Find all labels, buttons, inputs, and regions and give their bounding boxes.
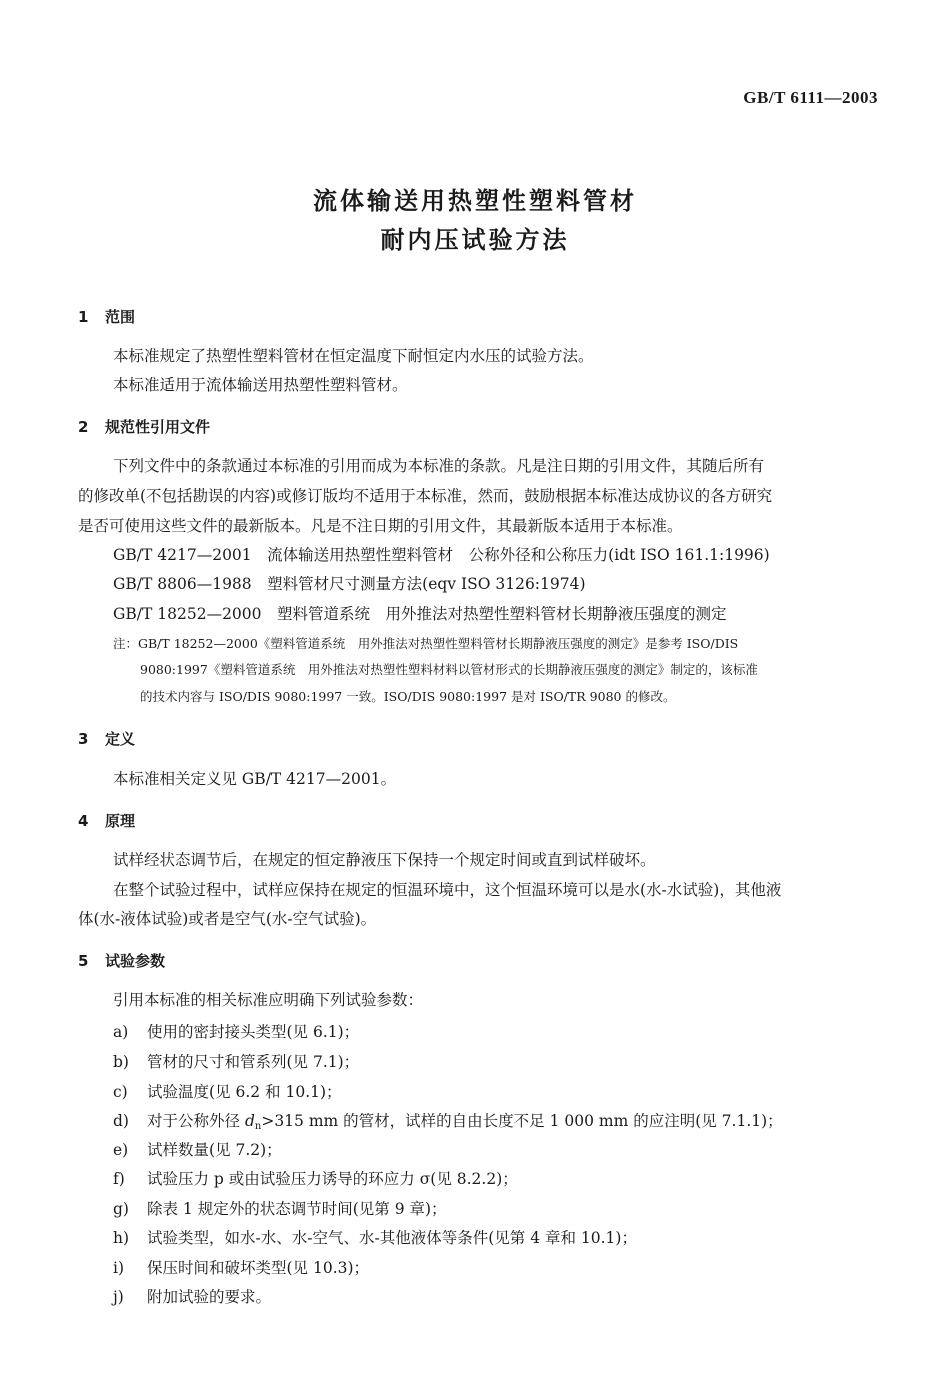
item-text: 管材的尺寸和管系列(见 7.1)； <box>147 1053 360 1071</box>
document-title-line1: 流体输送用热塑性塑料管材 <box>313 187 637 215</box>
item-label: a) <box>113 1023 129 1041</box>
section-3-heading <box>78 728 135 749</box>
test-parameter-item <box>113 1109 783 1132</box>
test-parameter-item <box>113 1285 271 1307</box>
section-number: 3 <box>78 730 89 748</box>
section-2-paragraph-line-2: 的修改单(不包括勘误的内容)或修订版均不适用于本标准，然而，鼓励根据本标准达成协议的各方研究 <box>78 487 773 505</box>
item-text: 除表 1 规定外的状态调节时间(见第 9 章)； <box>147 1200 447 1218</box>
section-4-paragraph-2-line-2: 体(水-液体试验)或者是空气(水-空气试验)。 <box>78 910 377 928</box>
section-title: 原理 <box>105 812 136 830</box>
item-label: h) <box>113 1229 130 1247</box>
section-2-heading <box>78 416 210 437</box>
item-label: b) <box>113 1053 129 1071</box>
section-number: 4 <box>78 812 89 830</box>
item-label: d) <box>113 1112 129 1130</box>
test-parameter-item <box>113 1256 369 1278</box>
section-3-paragraph: 本标准相关定义见 GB/T 4217—2001。 <box>113 770 397 788</box>
test-parameter-item <box>113 1226 637 1248</box>
section-1-paragraph-1: 本标准规定了热塑性塑料管材在恒定温度下耐恒定内水压的试验方法。 <box>113 347 594 365</box>
section-4-heading <box>78 810 135 831</box>
item-text: 试验压力 p 或由试验压力诱导的环应力 σ(见 8.2.2)； <box>147 1170 518 1188</box>
section-title: 试验参数 <box>105 952 166 970</box>
item-text-suffix: >315 mm 的管材，试样的自由长度不足 1 000 mm 的应注明(见 7.1.1)； <box>261 1112 783 1130</box>
item-text: 附加试验的要求。 <box>147 1288 272 1306</box>
item-text: 使用的密封接头类型(见 6.1)； <box>147 1023 360 1041</box>
section-number: 5 <box>78 952 89 970</box>
item-text: 试样数量(见 7.2)； <box>147 1141 282 1159</box>
normative-reference-2: GB/T 8806—1988 塑料管材尺寸测量方法(eqv ISO 3126:1974) <box>113 575 586 593</box>
section-number: 1 <box>78 308 89 326</box>
section-2-paragraph-line-3: 是否可使用这些文件的最新版本。凡是不注日期的引用文件，其最新版本适用于本标准。 <box>78 517 683 535</box>
section-1-heading <box>78 306 135 327</box>
normative-reference-1: GB/T 4217—2001 流体输送用热塑性塑料管材 公称外径和公称压力(idt ISO 161.1:1996) <box>113 546 770 564</box>
test-parameter-item <box>113 1080 342 1102</box>
item-label: j) <box>113 1288 124 1306</box>
item-text: 保压时间和破坏类型(见 10.3)； <box>147 1259 370 1277</box>
section-4-paragraph-1: 试样经状态调节后，在规定的恒定静液压下保持一个规定时间或直到试样破坏。 <box>113 851 656 869</box>
section-5-intro: 引用本标准的相关标准应明确下列试验参数： <box>113 991 424 1009</box>
item-text-prefix: 对于公称外径 <box>147 1112 245 1130</box>
section-title: 规范性引用文件 <box>105 418 211 436</box>
test-parameter-item <box>113 1050 359 1072</box>
test-parameter-item <box>113 1197 447 1219</box>
reference-note-line-1: 注：GB/T 18252—2000《塑料管道系统 用外推法对热塑性塑料管材长期静液压强度的测定》是参考 ISO/DIS <box>113 636 739 651</box>
section-5-heading <box>78 950 165 971</box>
outer-diameter-symbol: d <box>244 1112 255 1130</box>
item-text: 试验类型，如水-水、水-空气、水-其他液体等条件(见第 4 章和 10.1)； <box>147 1229 637 1247</box>
item-label: g) <box>113 1200 129 1218</box>
normative-reference-3: GB/T 18252—2000 塑料管道系统 用外推法对热塑性塑料管材长期静液压强度的测定 <box>113 605 727 623</box>
standard-number: GB/T 6111—2003 <box>743 88 878 107</box>
subscript: n <box>254 1121 262 1132</box>
section-title: 范围 <box>105 308 136 326</box>
section-4-paragraph-2-line-1: 在整个试验过程中，试样应保持在规定的恒温环境中，这个恒温环境可以是水(水-水试验)，其他液 <box>113 881 782 899</box>
item-text: 试验温度(见 6.2 和 10.1)； <box>147 1083 342 1101</box>
section-1-paragraph-2: 本标准适用于流体输送用热塑性塑料管材。 <box>113 376 408 394</box>
test-parameter-item <box>113 1167 518 1189</box>
test-parameter-item <box>113 1020 359 1042</box>
test-parameter-item <box>113 1138 282 1160</box>
section-title: 定义 <box>105 730 136 748</box>
item-label: c) <box>113 1083 128 1101</box>
item-label: i) <box>113 1259 125 1277</box>
item-label: f) <box>113 1170 125 1188</box>
reference-note-line-2: 9080:1997《塑料管道系统 用外推法对热塑性塑料材料以管材形式的长期静液压强度的测定》制定的，该标准 <box>140 662 758 677</box>
reference-note-line-3: 的技术内容与 ISO/DIS 9080:1997 一致。ISO/DIS 9080:1997 是对 ISO/TR 9080 的修改。 <box>140 689 676 704</box>
item-label: e) <box>113 1141 129 1159</box>
section-2-paragraph-line-1: 下列文件中的条款通过本标准的引用而成为本标准的条款。凡是注日期的引用文件，其随后所有 <box>113 457 765 475</box>
document-title-line2: 耐内压试验方法 <box>380 226 570 254</box>
section-number: 2 <box>78 418 89 436</box>
